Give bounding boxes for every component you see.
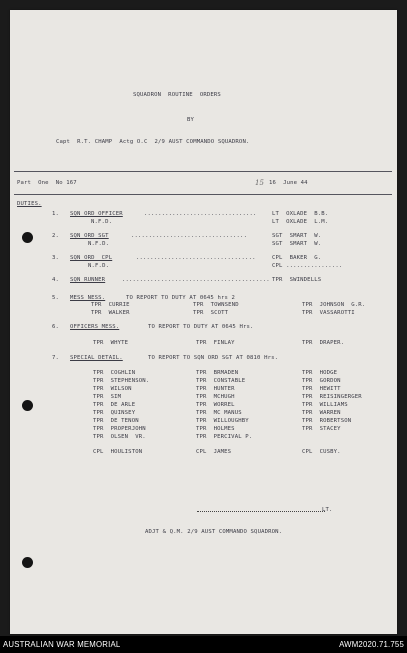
roster-name: TPR WARREN [302,410,341,416]
duty-assignee: SGT SMART W. [272,233,322,239]
pencil-mark: 15 [255,179,264,187]
roster-name: TPR TOWNSEND [193,302,239,308]
archive-id: AWM2020.71.755 [339,640,404,649]
roster-name: TPR STEPHENSON. [93,378,150,384]
duty-nfd: N.F.D. [91,219,113,225]
roster-name: TPR CONSTABLE [196,378,246,384]
duty-assignee: TPR SWINDELLS [272,277,322,283]
duty-number: 3. [52,255,60,261]
duty-title: OFFICERS MESS. [70,324,120,330]
duty-number: 5. [52,295,60,301]
orders-issuer: Capt R.T. CHAMP Actg O.C 2/9 AUST COMMANDO SQUADRON. [56,139,250,145]
duty-number: 1. [52,211,60,217]
duty-nfd-assignee: SGT SMART W. [272,241,322,247]
roster-name: TPR JOHNSON G.R. [302,302,366,308]
roster-name: TPR GORDON [302,378,341,384]
roster-name: TPR DRAPER. [302,340,345,346]
roster-name: TPR PERCIVAL P. [196,434,253,440]
duty-nfd: N.F.D. [88,241,110,247]
roster-name: TPR QUINSEY [93,410,136,416]
duty-number: 2. [52,233,60,239]
roster-name: TPR BRMADEN [196,370,239,376]
duty-assignee: CPL BAKER G. [272,255,322,261]
roster-name: TPR MC MANUS [196,410,242,416]
roster-name: TPR COGHLIN [93,370,136,376]
roster-name: TPR REISINGERGER [302,394,362,400]
signature-rank: LT. [322,507,333,513]
duty-title: SQN RUNNER [70,277,106,283]
duty-number: 4. [52,277,60,283]
roster-name: TPR PROPERJOHN [93,426,146,432]
roster-name: CPL CUSBY. [302,449,341,455]
dot-leader: ................................ [144,211,257,217]
order-sheet [10,10,397,634]
duty-title: SQN ORD CPL [70,255,113,261]
duty-instruction: TO REPORT TO DUTY AT 0645 Hrs. [148,324,254,330]
duty-nfd: N.F.D. [88,263,110,269]
duty-number: 6. [52,324,60,330]
roster-name: TPR WILLOUGHBY [196,418,249,424]
part-number: Part One No 167 [17,180,77,186]
punch-hole [22,232,33,243]
roster-name: TPR HUNTER [196,386,235,392]
punch-hole [22,400,33,411]
archive-name: AUSTRALIAN WAR MEMORIAL [3,640,121,649]
roster-name: CPL HOULISTON [93,449,143,455]
roster-name: TPR SCOTT [193,310,229,316]
roster-name: TPR WORREL [196,402,235,408]
roster-name: TPR WILLIAMS [302,402,348,408]
roster-name: TPR WHYTE [93,340,129,346]
order-date: 16 June 44 [269,180,308,186]
roster-name: TPR DE TENON [93,418,139,424]
roster-name: TPR DE ARLE [93,402,136,408]
dot-leader: .......................................... [122,277,270,283]
duty-instruction: TO REPORT TO SQN ORD SGT AT 0810 Hrs. [148,355,279,361]
roster-name: TPR HOLMES [196,426,235,432]
orders-by: BY [187,117,195,123]
duty-title: SPECIAL DETAIL. [70,355,123,361]
duty-number: 7. [52,355,60,361]
roster-name: TPR WILSON [93,386,132,392]
roster-name: TPR SIM [93,394,122,400]
dot-leader: .................................. [136,255,256,261]
roster-name: TPR ROBERTSON [302,418,352,424]
duty-title: SQN ORD SGT [70,233,109,239]
orders-heading: SQUADRON ROUTINE ORDERS [133,92,221,98]
signature-line [197,508,325,512]
roster-name: TPR MCHUGH [196,394,235,400]
duty-nfd-assignee: LT OXLADE L.M. [272,219,329,225]
roster-name: TPR OLSEN VR. [93,434,146,440]
duties-label: DUTIES. [17,201,42,207]
roster-name: TPR CURRIE [91,302,130,308]
dot-leader: ................................. [131,233,248,239]
punch-hole [22,557,33,568]
roster-name: TPR STACEY [302,426,341,432]
signatory-title: ADJT & Q.M. 2/9 AUST COMMANDO SQUADRON. [145,529,283,535]
roster-name: TPR HODGE [302,370,338,376]
duty-title: SQN ORD OFFICER [70,211,123,217]
roster-name: TPR FINLAY [196,340,235,346]
duty-title: MESS NESS. [70,295,106,301]
divider [14,194,392,195]
roster-name: TPR HEWITT [302,386,341,392]
roster-name: TPR WALKER [91,310,130,316]
duty-instruction: TO REPORT TO DUTY AT 0645 hrs 2 [126,295,236,301]
duty-assignee: LT OXLADE B.B. [272,211,329,217]
archive-footer [0,636,407,653]
duty-nfd-assignee: CPL ................ [272,263,343,269]
divider [14,171,392,172]
roster-name: CPL JAMES [196,449,232,455]
roster-name: TPR VASSAROTTI [302,310,355,316]
